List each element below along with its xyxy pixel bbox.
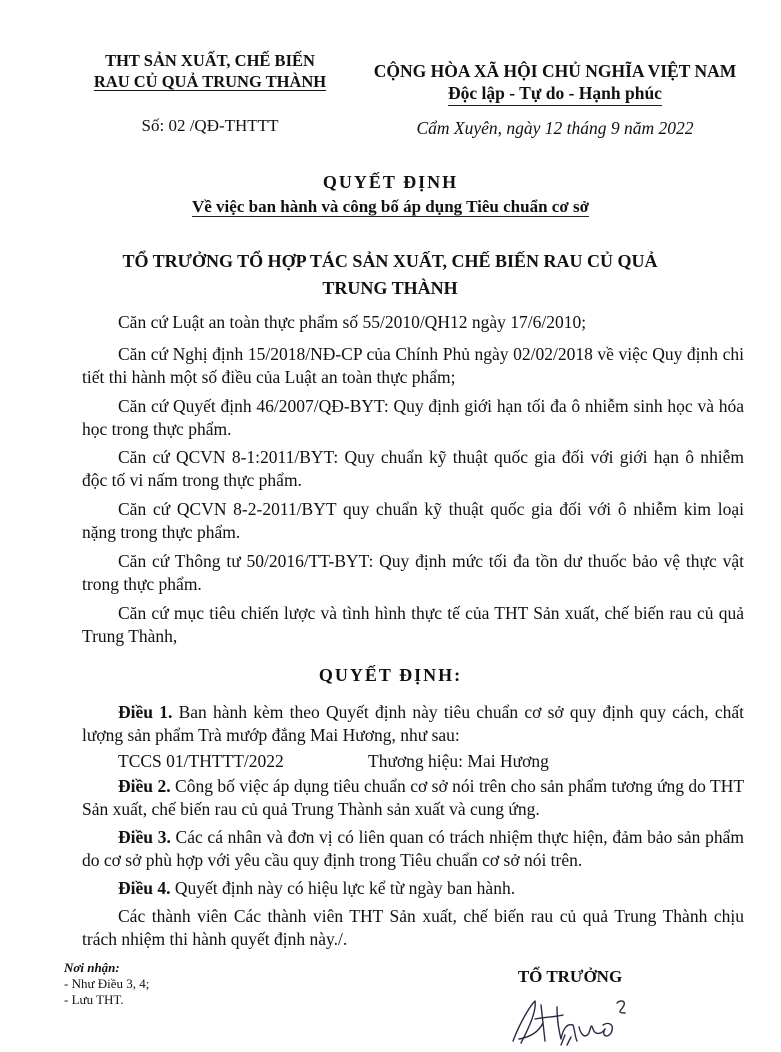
decision-heading: QUYẾT ĐỊNH: bbox=[318, 665, 463, 685]
article-2-label: Điều 2. bbox=[118, 776, 171, 796]
organization-name-line2: RAU CỦ QUẢ TRUNG THÀNH bbox=[93, 72, 327, 91]
article-2 bbox=[82, 775, 744, 821]
article-1-label: Điều 1. bbox=[118, 702, 173, 722]
article-3-text: Các cá nhân và đơn vị có liên quan có trách nhiệm thực hiện, đảm bảo sản phẩm do cơ sở phù hợp với yêu cầu quy định trong Tiêu chuẩn cơ sở nói trên. bbox=[82, 827, 745, 870]
recipient-item: - Như Điều 3, 4; bbox=[64, 976, 150, 991]
organization-name-line1: THT SẢN XUẤT, CHẾ BIẾN bbox=[105, 51, 315, 70]
article-3-label: Điều 3. bbox=[118, 827, 171, 847]
document-title: QUYẾT ĐỊNH bbox=[322, 172, 459, 192]
legal-basis-1: Căn cứ Luật an toàn thực phẩm số 55/2010/QH12 ngày 17/6/2010; bbox=[118, 312, 587, 332]
recipients-block bbox=[64, 960, 149, 1008]
article-4-label: Điều 4. bbox=[118, 878, 171, 898]
national-motto: Độc lập - Tự do - Hạnh phúc bbox=[448, 82, 662, 106]
closing-paragraph: Các thành viên Các thành viên THT Sản xuất, chế biến rau củ quả Trung Thành chịu trách nhiệm thi hành quyết định này./. bbox=[82, 906, 744, 949]
legal-basis-7: Căn cứ mục tiêu chiến lược và tình hình thực tế của THT Sản xuất, chế biến rau củ quả Trung Thành, bbox=[82, 603, 744, 646]
legal-basis-3: Căn cứ Quyết định 46/2007/QĐ-BYT: Quy định giới hạn tối đa ô nhiễm sinh học và hóa học trong thực phẩm. bbox=[82, 396, 744, 439]
standard-code: TCCS 01/THTTT/2022 bbox=[118, 751, 284, 771]
article-4-text: Quyết định này có hiệu lực kể từ ngày ban hành. bbox=[174, 878, 516, 898]
place-date: Cẩm Xuyên, ngày 12 tháng 9 năm 2022 bbox=[416, 118, 694, 138]
legal-basis-6: Căn cứ Thông tư 50/2016/TT-BYT: Quy định mức tối đa tồn dư thuốc bảo vệ thực vật trong thực phẩm. bbox=[82, 551, 744, 594]
national-heading bbox=[360, 60, 750, 106]
signer-title: TỔ TRƯỞNG bbox=[517, 967, 623, 986]
issuing-authority-line2: TRUNG THÀNH bbox=[322, 278, 458, 298]
issuing-authority bbox=[110, 248, 670, 302]
article-1-text: Ban hành kèm theo Quyết định này tiêu chuẩn cơ sở quy định quy cách, chất lượng sản phẩm Trà mướp đắng Mai Hương, như sau: bbox=[82, 702, 744, 745]
legal-basis-4: Căn cứ QCVN 8-1:2011/BYT: Quy chuẩn kỹ thuật quốc gia đối với giới hạn ô nhiễm độc tố vi nấm trong thực phẩm. bbox=[82, 447, 744, 490]
standard-brand: Thương hiệu: Mai Hương bbox=[368, 751, 549, 771]
document-subtitle bbox=[0, 197, 781, 217]
article-4 bbox=[82, 877, 744, 900]
handwritten-signature bbox=[505, 995, 645, 1047]
recipients-heading: Nơi nhận: bbox=[64, 960, 120, 975]
organization-name bbox=[60, 50, 360, 92]
article-1 bbox=[82, 701, 744, 747]
issuing-authority-line1: TỔ TRƯỞNG TỔ HỢP TÁC SẢN XUẤT, CHẾ BIẾN RAU CỦ QUẢ bbox=[122, 251, 658, 271]
legal-basis-5: Căn cứ QCVN 8-2-2011/BYT quy chuẩn kỹ thuật quốc gia đối với ô nhiễm kim loại nặng trong thực phẩm. bbox=[82, 499, 744, 542]
national-title: CỘNG HÒA XÃ HỘI CHỦ NGHĨA VIỆT NAM bbox=[373, 61, 737, 81]
legal-basis-2: Căn cứ Nghị định 15/2018/NĐ-CP của Chính Phủ ngày 02/02/2018 về việc Quy định chi tiết thi hành một số điều của Luật an toàn thực phẩm; bbox=[82, 344, 744, 387]
article-2-text: Công bố việc áp dụng tiêu chuẩn cơ sở nói trên cho sản phẩm tương ứng do THT Sản xuất, chế biến rau củ quả Trung Thành sản xuất và cung ứng. bbox=[82, 776, 745, 819]
article-3 bbox=[82, 826, 744, 872]
document-number: Số: 02 /QĐ-THTTT bbox=[141, 116, 279, 135]
recipient-item: - Lưu THT. bbox=[64, 992, 124, 1007]
document-subtitle-text: Về việc ban hành và công bố áp dụng Tiêu chuẩn cơ sở bbox=[191, 197, 590, 216]
